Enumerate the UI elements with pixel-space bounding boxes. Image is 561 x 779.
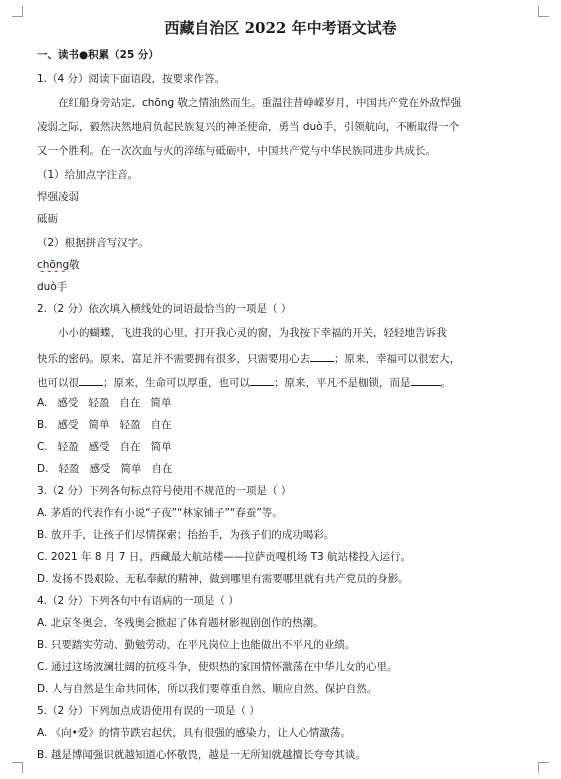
pinyin-rest: 敬 bbox=[69, 259, 80, 271]
question-2-stem: 2.（2 分）依次填入横线处的词语最恰当的一项是（ ） bbox=[37, 303, 292, 315]
option-word: 简单 bbox=[120, 463, 142, 475]
option-word: 轻盈 bbox=[58, 463, 80, 475]
question-4-stem: 4.（2 分）下列各句中有语病的一项是（ ） bbox=[37, 595, 239, 607]
q4-option: C. 通过这场波澜壮阔的抗疫斗争，使炽热的家国情怀激荡在中华儿女的心里。 bbox=[37, 661, 398, 673]
fill-blank-4 bbox=[411, 374, 441, 386]
crop-mark-bottom-right bbox=[538, 762, 549, 773]
fill-blank-1 bbox=[310, 350, 334, 362]
section-heading: 一、读书●积累（25 分） bbox=[37, 49, 159, 61]
option-word: 自在 bbox=[150, 419, 172, 431]
option-label: D. bbox=[37, 463, 49, 475]
q2-passage-line bbox=[37, 350, 531, 366]
option-word: 轻盈 bbox=[119, 419, 141, 431]
q2-text: ；原来，幸福可以很宏大， bbox=[334, 353, 460, 365]
q2-option bbox=[37, 462, 531, 476]
question-1-stem: 1.（4 分）阅读下面语段，按要求作答。 bbox=[37, 73, 226, 85]
option-word: 感受 bbox=[57, 419, 79, 431]
q2-text: ；原来，平凡不是枷锁，而是 bbox=[274, 377, 411, 389]
option-word: 自在 bbox=[119, 397, 141, 409]
q4-option: A. 北京冬奥会、冬残奥会掀起了体育题材影视剧创作的热潮。 bbox=[37, 617, 324, 629]
option-word: 感受 bbox=[57, 397, 79, 409]
fill-blank-3 bbox=[250, 374, 274, 386]
q2-text: 也可以很 bbox=[37, 377, 79, 389]
q1-part-1-prompt: （1）给加点字注音。 bbox=[37, 169, 139, 181]
option-label: B. bbox=[37, 419, 48, 431]
q2-passage-line bbox=[37, 374, 531, 390]
option-word: 轻盈 bbox=[88, 397, 110, 409]
q2-text: 快乐的密码。原来，富足并不需要拥有很多，只需要用心去 bbox=[37, 353, 310, 365]
option-word: 感受 bbox=[88, 441, 110, 453]
q1-word-item: 砥砺 bbox=[37, 213, 58, 225]
q1-passage-line: 在红船身旁站定，chōng 敬之情油然而生。重温往昔峥嵘岁月，中国共产党在外敌悍强 bbox=[58, 97, 462, 109]
q4-option: B. 只要踏实劳动、勤勉劳动，在平凡岗位上也能做出不平凡的业绩。 bbox=[37, 639, 356, 651]
q1-passage-line: 凌弱之际，毅然决然地肩负起民族复兴的神圣使命，勇当 duò手，引领航向，不断取得一个 bbox=[37, 121, 460, 133]
option-label: A. bbox=[37, 397, 48, 409]
q1-part-2-prompt: （2）根据拼音写汉字。 bbox=[37, 237, 149, 249]
q2-option bbox=[37, 440, 531, 454]
q3-option: A. 茅盾的代表作有小说“子夜”“林家铺子”“春蚕”等。 bbox=[37, 507, 283, 519]
question-5-stem: 5.（2 分）下列加点成语使用有误的一项是（ ） bbox=[37, 705, 260, 717]
q2-text: 。 bbox=[440, 377, 451, 389]
pinyin-text: chōng bbox=[37, 259, 70, 271]
q2-passage-line: 小小的蝴蝶，飞进我的心里，打开我心灵的窗，为我按下幸福的开关，轻轻地告诉我 bbox=[58, 327, 447, 339]
q2-option bbox=[37, 418, 531, 432]
q3-option: B. 放开手，让孩子们尽情探索；抬抬手，为孩子们的成功喝彩。 bbox=[37, 529, 335, 541]
q1-word-item: 悍强凌弱 bbox=[37, 191, 79, 203]
q4-option: D. 人与自然是生命共同体，所以我们要尊重自然、顺应自然、保护自然。 bbox=[37, 683, 378, 695]
option-word: 简单 bbox=[150, 441, 172, 453]
option-word: 简单 bbox=[150, 397, 172, 409]
exam-title: 西藏自治区 2022 年中考语文试卷 bbox=[164, 19, 397, 37]
q2-option bbox=[37, 396, 531, 410]
q3-option: D. 发扬不畏艰险、无私奉献的精神，做到哪里有需要哪里就有共产党员的身影。 bbox=[37, 573, 409, 585]
option-word: 自在 bbox=[151, 463, 173, 475]
option-word: 简单 bbox=[88, 419, 110, 431]
option-word: 轻盈 bbox=[57, 441, 79, 453]
q2-text: ；原来，生命可以厚重，也可以 bbox=[103, 377, 250, 389]
crop-mark-top-left bbox=[12, 6, 23, 17]
option-word: 自在 bbox=[119, 441, 141, 453]
q1-pinyin-item bbox=[37, 258, 531, 272]
fill-blank-2 bbox=[79, 374, 103, 386]
crop-mark-bottom-left bbox=[12, 762, 23, 773]
q3-option: C. 2021 年 8 月 7 日，西藏最大航站楼——拉萨贡嘎机场 T3 航站楼投入运行。 bbox=[37, 551, 412, 563]
option-label: C. bbox=[37, 441, 48, 453]
q1-pinyin-item: duò手 bbox=[37, 281, 68, 293]
crop-mark-top-right bbox=[538, 6, 549, 17]
q5-option: A. 《向•爱》的情节跌宕起伏，具有很强的感染力，让人心情激荡。 bbox=[37, 727, 351, 739]
q5-option: B. 越是博闻强识就越知道心怀敬畏，越是一无所知就越擅长夸夸其谈。 bbox=[37, 749, 366, 761]
q1-passage-line: 又一个胜利。在一次次血与火的淬练与砥砺中，中国共产党与中华民族同进步共成长。 bbox=[37, 145, 436, 157]
question-3-stem: 3.（2 分）下列各句标点符号使用不规范的一项是（ ） bbox=[37, 485, 292, 497]
option-word: 感受 bbox=[89, 463, 111, 475]
